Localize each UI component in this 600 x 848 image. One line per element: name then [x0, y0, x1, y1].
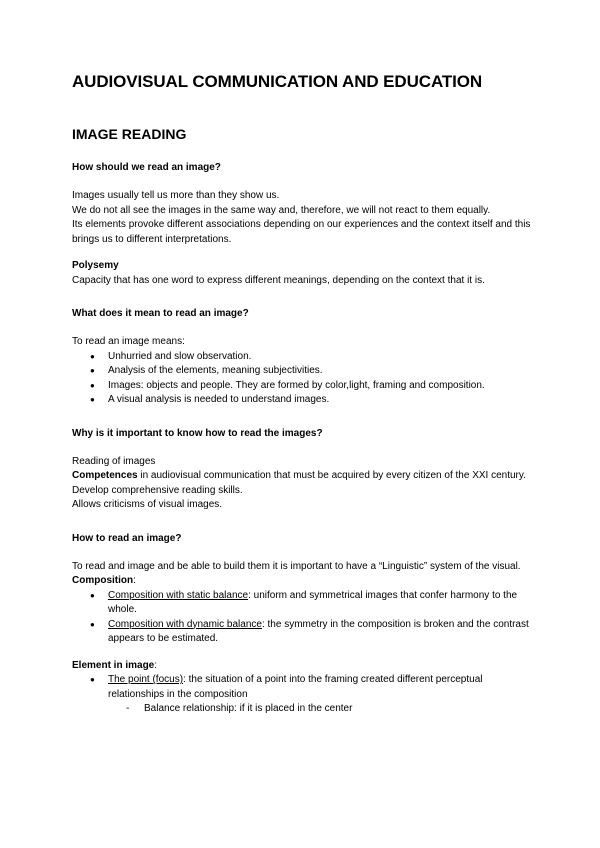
bullet-list	[72, 673, 532, 702]
section-heading: IMAGE READING	[72, 126, 187, 142]
element-label: Element in image:	[72, 659, 158, 671]
composition-label: Composition:	[72, 575, 136, 586]
question-heading-3: Why is it important to know how to read the images?	[72, 427, 323, 439]
paragraph: To read an image means:	[72, 336, 185, 347]
bullet-list	[72, 350, 532, 408]
paragraph: Competences in audiovisual communication that must be acquired by every citizen of the XXI century.	[72, 470, 526, 481]
list-item: ● Unhurried and slow observation.	[108, 350, 532, 365]
competences-term: Competences	[72, 470, 138, 481]
list-item: ● Composition with dynamic balance: the symmetry in the composition is broken and the contrast appears to be estimated.	[108, 618, 532, 647]
document-title: AUDIOVISUAL COMMUNICATION AND EDUCATION	[72, 72, 483, 91]
list-item: ● Images: objects and people. They are formed by color,light, framing and composition.	[108, 379, 532, 394]
paragraph: Reading of images	[72, 455, 156, 467]
paragraph: Allows criticisms of visual images.	[72, 499, 223, 510]
list-item: ● Composition with static balance: uniform and symmetrical images that confer harmony to the whole.	[108, 589, 532, 618]
paragraph: To read and image and be able to build them it is important to have a “Linguistic” system of the visual.	[72, 560, 521, 572]
paragraph: Develop comprehensive reading skills.	[72, 484, 243, 496]
question-heading-2: What does it mean to read an image?	[72, 308, 249, 319]
document-body	[72, 72, 532, 717]
list-item: - Balance relationship: if it is placed in the center	[144, 702, 532, 717]
list-item: ● A visual analysis is needed to understand images.	[108, 393, 532, 408]
polysemy-definition: Capacity that has one word to express different meanings, depending on the context that it is.	[72, 274, 485, 286]
polysemy-term: Polysemy	[72, 260, 119, 271]
question-heading-1: How should we read an image?	[72, 162, 221, 173]
bullet-list	[72, 589, 532, 647]
paragraph: We do not all see the images in the same way and, therefore, we will not react to them equally.	[72, 204, 491, 216]
list-item: ● The point (focus): the situation of a point into the framing created different perceptual relationships in the composition	[108, 673, 532, 702]
paragraph: Its elements provoke different associations depending on our experiences and the context itself and this brings us to different interpretations.	[72, 219, 531, 245]
question-heading-4: How to read an image?	[72, 532, 182, 544]
paragraph: Images usually tell us more than they show us.	[72, 190, 280, 201]
dash-list	[72, 702, 532, 717]
list-item: ● Analysis of the elements, meaning subjectivities.	[108, 364, 532, 379]
